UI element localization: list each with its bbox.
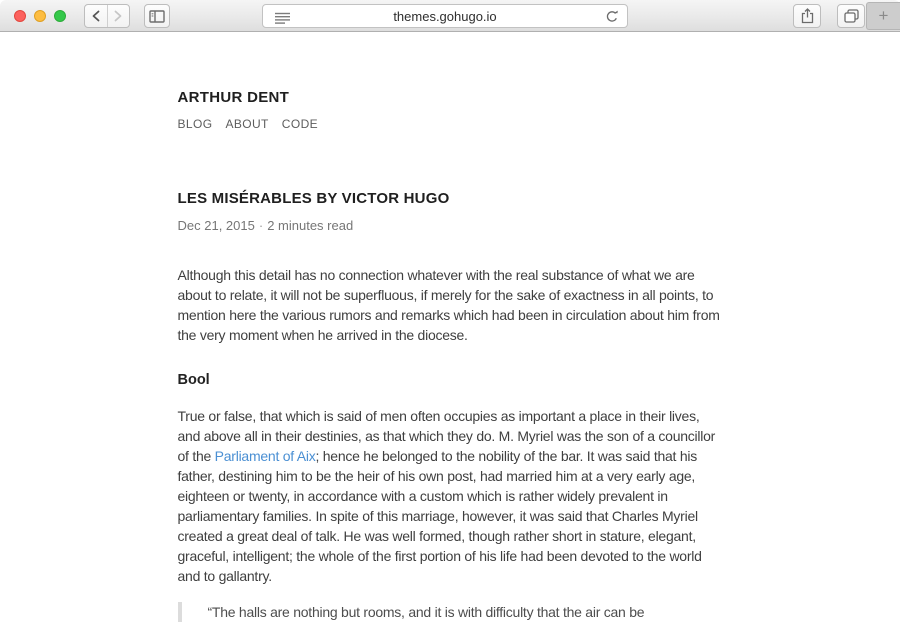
chevron-left-icon: [91, 10, 101, 22]
tabs-icon: [844, 9, 859, 23]
browser-toolbar: [0, 0, 900, 32]
post-read-time: 2 minutes read: [267, 218, 354, 233]
post-title: LES MISÉRABLES BY VICTOR HUGO: [177, 190, 450, 207]
zoom-window-button[interactable]: [54, 10, 66, 22]
paragraph-2-text-after: ; hence he belonged to the nobility of the bar. It was said that his father, destining him to be the heir of his own post, had married him at a very early age, eighteen or twenty, in accordance with a custom which is rather widely prevalent in parliamentary families. In spite of this marriage, however, it was said that Charles Myriel created a great deal of talk. He was well formed, though rather short in stature, elegant, graceful, intelligent; the whole of the first portion of his life had been devoted to the world and to gallantry.: [177, 448, 702, 584]
window-controls: [14, 10, 66, 22]
forward-button[interactable]: [108, 5, 130, 27]
history-nav-group: [84, 4, 130, 28]
meta-separator: ·: [258, 218, 264, 233]
content-column: [178, 32, 723, 622]
post-blockquote: [178, 602, 723, 622]
post-date: Dec 21, 2015: [177, 218, 255, 233]
reader-icon[interactable]: [275, 11, 290, 29]
site-title: ARTHUR DENT: [177, 89, 290, 106]
url-text[interactable]: themes.gohugo.io: [393, 8, 497, 24]
post-sub-heading: Bool: [177, 372, 210, 388]
paragraph-2-text-before: True or false, that which is said of men often occupies as important a place in their lives, and above all in their destinies, as that which they do. M. Myriel was the son of a councillor of the: [177, 408, 716, 464]
back-button[interactable]: [85, 5, 107, 27]
tab-overview-button[interactable]: [837, 4, 865, 28]
refresh-icon: [605, 10, 619, 24]
nav-link-about[interactable]: ABOUT: [225, 117, 269, 131]
chevron-right-icon: [113, 10, 123, 22]
close-window-button[interactable]: [14, 10, 26, 22]
address-bar[interactable]: [262, 4, 628, 28]
site-nav: [178, 114, 723, 134]
share-icon: [801, 8, 814, 24]
share-button[interactable]: [793, 4, 821, 28]
refresh-button[interactable]: [605, 10, 619, 29]
web-page: [0, 32, 900, 620]
new-tab-button[interactable]: [866, 2, 900, 30]
post-paragraph-2: [178, 406, 723, 586]
sidebar-icon: [149, 10, 165, 23]
blockquote-text: “The halls are nothing but rooms, and it is with difficulty that the air can be: [207, 604, 645, 620]
parliament-of-aix-link[interactable]: Parliament of Aix: [214, 448, 316, 464]
sidebar-toggle-button[interactable]: [144, 4, 170, 28]
minimize-window-button[interactable]: [34, 10, 46, 22]
plus-icon: +: [878, 6, 889, 25]
post-meta: [178, 216, 723, 236]
nav-link-code[interactable]: CODE: [281, 117, 319, 131]
site-header: [178, 89, 723, 134]
post-paragraph-1: Although this detail has no connection whatever with the real substance of what we are about to relate, it will not be superfluous, if merely for the sake of exactness in all points, to mention here the various rumors and remarks which had been in circulation about him from the very moment when he arrived in the diocese.: [177, 267, 720, 343]
blog-post: [178, 190, 723, 622]
nav-link-blog[interactable]: BLOG: [177, 117, 213, 131]
